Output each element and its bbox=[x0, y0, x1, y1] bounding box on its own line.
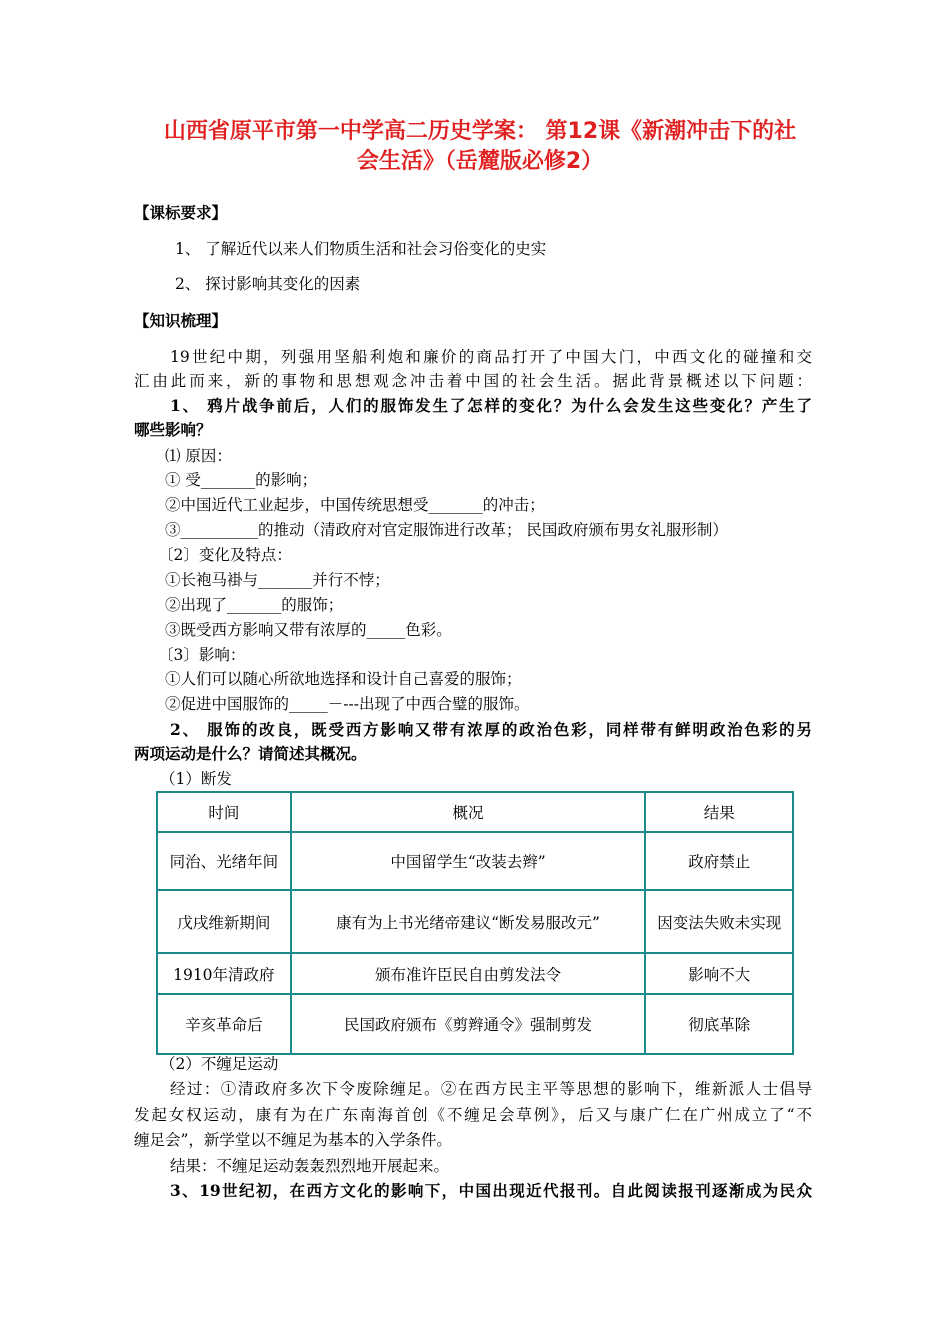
result-line: 结果：不缠足运动轰轰烈烈地开展起来。 bbox=[170, 1157, 450, 1175]
table-cell: 颁布准许臣民自由剪发法令 bbox=[291, 953, 646, 994]
table-row bbox=[157, 832, 793, 890]
intro-line-1: 19世纪中期，列强用坚船利炮和廉价的商品打开了中国大门，中西文化的碰撞和交 bbox=[170, 348, 812, 366]
haircut-table bbox=[156, 791, 794, 1055]
question-2-line-2: 两项运动是什么？请简述其概况。 bbox=[134, 744, 367, 763]
table-header-cell: 结果 bbox=[645, 792, 793, 832]
intro-line-2: 汇由此而来，新的事物和思想观念冲击着中国的社会生活。据此背景概述以下问题： bbox=[134, 372, 812, 390]
cause-heading: ⑴ 原因： bbox=[165, 447, 232, 465]
title-line-1: 山西省原平市第一中学高二历史学案： 第12课《新潮冲击下的社 bbox=[163, 119, 797, 144]
process-line-3: 缠足会”，新学堂以不缠足为基本的入学条件。 bbox=[134, 1131, 452, 1149]
table-cell: 因变法失败未实现 bbox=[645, 890, 793, 953]
table-header-cell: 时间 bbox=[157, 792, 291, 832]
table-cell: 彻底革除 bbox=[645, 994, 793, 1054]
requirement-item-1: 1、 了解近代以来人们物质生活和社会习俗变化的史实 bbox=[175, 240, 547, 258]
table-header-row bbox=[157, 792, 793, 832]
process-line-1: 经过：①清政府多次下令废除缠足。②在西方民主平等思想的影响下，维新派人士倡导 bbox=[170, 1080, 812, 1098]
table-cell: 政府禁止 bbox=[645, 832, 793, 890]
subheading-haircut: （1）断发 bbox=[160, 770, 232, 788]
title-line-2: 会生活》（岳麓版必修2） bbox=[356, 149, 604, 174]
requirement-item-2: 2、 探讨影响其变化的因素 bbox=[175, 275, 361, 293]
cause-item-3: ③__________的推动（清政府对官定服饰进行改革； 民国政府颁布男女礼服形制） bbox=[165, 521, 728, 539]
cause-item-2: ②中国近代工业起步，中国传统思想受_______的冲击； bbox=[165, 496, 545, 514]
table-cell: 同治、光绪年间 bbox=[157, 832, 291, 890]
table-cell: 辛亥革命后 bbox=[157, 994, 291, 1054]
change-item-2: ②出现了_______的服饰； bbox=[165, 596, 344, 614]
cause-item-1: ① 受_______的影响； bbox=[165, 471, 318, 489]
change-item-3: ③既受西方影响又带有浓厚的_____色彩。 bbox=[165, 621, 452, 639]
change-item-1: ①长袍马褂与_______并行不悖； bbox=[165, 571, 390, 589]
process-line-2: 发起女权运动，康有为在广东南海首创《不缠足会草例》，后又与康广仁在广州成立了“不 bbox=[134, 1106, 812, 1124]
question-2-line-1: 2、 服饰的改良，既受西方影响又带有浓厚的政治色彩，同样带有鲜明政治色彩的另 bbox=[170, 720, 812, 739]
section-heading-knowledge: 【知识梳理】 bbox=[134, 311, 228, 330]
change-heading: 〔2〕变化及特点： bbox=[158, 546, 292, 564]
table-cell: 民国政府颁布《剪辫通令》强制剪发 bbox=[291, 994, 646, 1054]
table-cell: 中国留学生“改装去辫” bbox=[291, 832, 646, 890]
question-1-line-1: 1、 鸦片战争前后，人们的服饰发生了怎样的变化？为什么会发生这些变化？产生了 bbox=[170, 396, 812, 415]
table-row bbox=[157, 953, 793, 994]
document-title bbox=[135, 117, 825, 177]
question-3-line-1: 3、19世纪初，在西方文化的影响下，中国出现近代报刊。自此阅读报刊逐渐成为民众 bbox=[170, 1181, 812, 1200]
table-row bbox=[157, 890, 793, 953]
impact-item-2: ②促进中国服饰的_____－---出现了中西合璧的服饰。 bbox=[165, 695, 530, 713]
table-cell: 戊戌维新期间 bbox=[157, 890, 291, 953]
subheading-footbinding: （2）不缠足运动 bbox=[160, 1055, 279, 1073]
table-cell: 1910年清政府 bbox=[157, 953, 291, 994]
section-heading-requirements: 【课标要求】 bbox=[134, 203, 228, 222]
table-header-cell: 概况 bbox=[291, 792, 646, 832]
question-1-line-2: 哪些影响？ bbox=[134, 420, 212, 439]
table-cell: 康有为上书光绪帝建议“断发易服改元” bbox=[291, 890, 646, 953]
impact-item-1: ①人们可以随心所欲地选择和设计自己喜爱的服饰； bbox=[165, 670, 522, 688]
impact-heading: 〔3〕影响： bbox=[158, 646, 246, 664]
table-row bbox=[157, 994, 793, 1054]
table-cell: 影响不大 bbox=[645, 953, 793, 994]
